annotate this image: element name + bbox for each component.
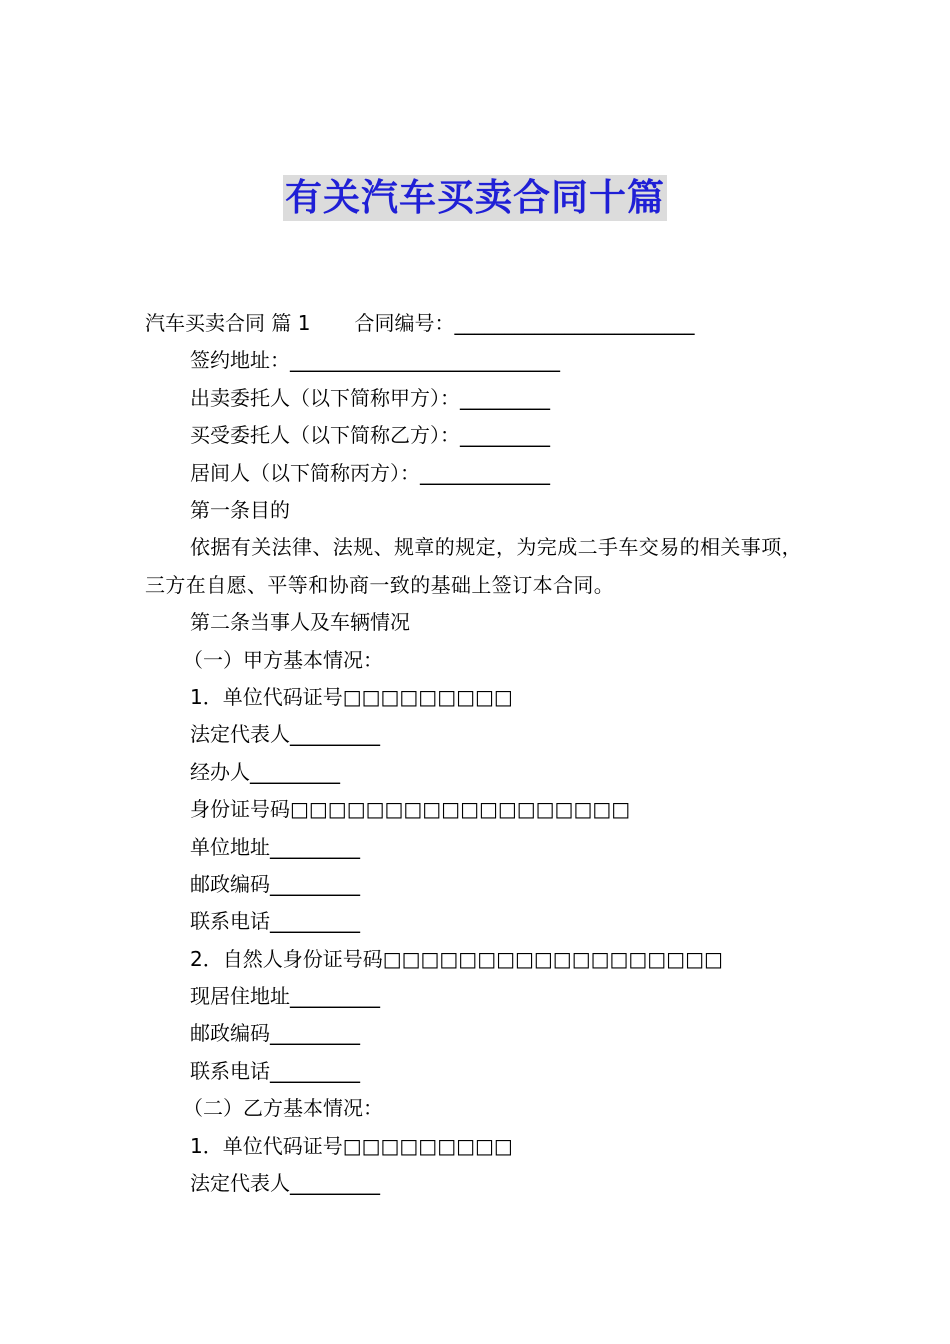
party-a-org-code-line: 1．单位代码证号□□□□□□□□□ <box>190 684 513 709</box>
party-a-phone-line: 联系电话_________ <box>190 909 360 934</box>
party-a-person-id-line: 2．自然人身份证号码□□□□□□□□□□□□□□□□□□ <box>190 946 723 971</box>
party-b-section-heading: （二）乙方基本情况： <box>183 1096 383 1121</box>
article-one-heading: 第一条目的 <box>190 497 290 522</box>
party-a-person-phone-line: 联系电话_________ <box>190 1058 360 1083</box>
party-a-legal-rep-line: 法定代表人_________ <box>190 722 380 747</box>
party-a-residence-line: 现居住地址_________ <box>190 984 380 1009</box>
article-two-heading: 第二条当事人及车辆情况 <box>190 610 410 635</box>
seller-line: 出卖委托人（以下简称甲方）：_________ <box>190 385 550 410</box>
article-one-paragraph: 依据有关法律、法规、规章的规定，为完成二手车交易的相关事项，三方在自愿、平等和协商一致的基础上签订本合同。 <box>145 535 802 597</box>
party-a-handler-line: 经办人_________ <box>190 759 340 784</box>
party-a-org-address-line: 单位地址_________ <box>190 834 360 859</box>
contract-header-line <box>145 305 810 342</box>
party-b-org-code-line: 1．单位代码证号□□□□□□□□□ <box>190 1133 513 1158</box>
title-container <box>0 175 950 221</box>
party-a-person-postcode-line: 邮政编码_________ <box>190 1021 360 1046</box>
document-title: 有关汽车买卖合同十篇 <box>285 176 665 219</box>
party-b-legal-rep-line: 法定代表人_________ <box>190 1171 380 1196</box>
document-body <box>145 305 810 1202</box>
party-a-section-heading: （一）甲方基本情况： <box>183 647 383 672</box>
party-a-postcode-line: 邮政编码_________ <box>190 871 360 896</box>
intermediary-line: 居间人（以下简称丙方）：_____________ <box>190 460 550 485</box>
party-a-id-number-line: 身份证号码□□□□□□□□□□□□□□□□□□ <box>190 797 631 822</box>
buyer-line: 买受委托人（以下简称乙方）：_________ <box>190 423 550 448</box>
signing-address-line: 签约地址：___________________________ <box>190 348 560 373</box>
contract-number-field: 合同编号：________________________ <box>354 311 695 335</box>
contract-heading: 汽车买卖合同 篇 1 <box>145 311 311 335</box>
